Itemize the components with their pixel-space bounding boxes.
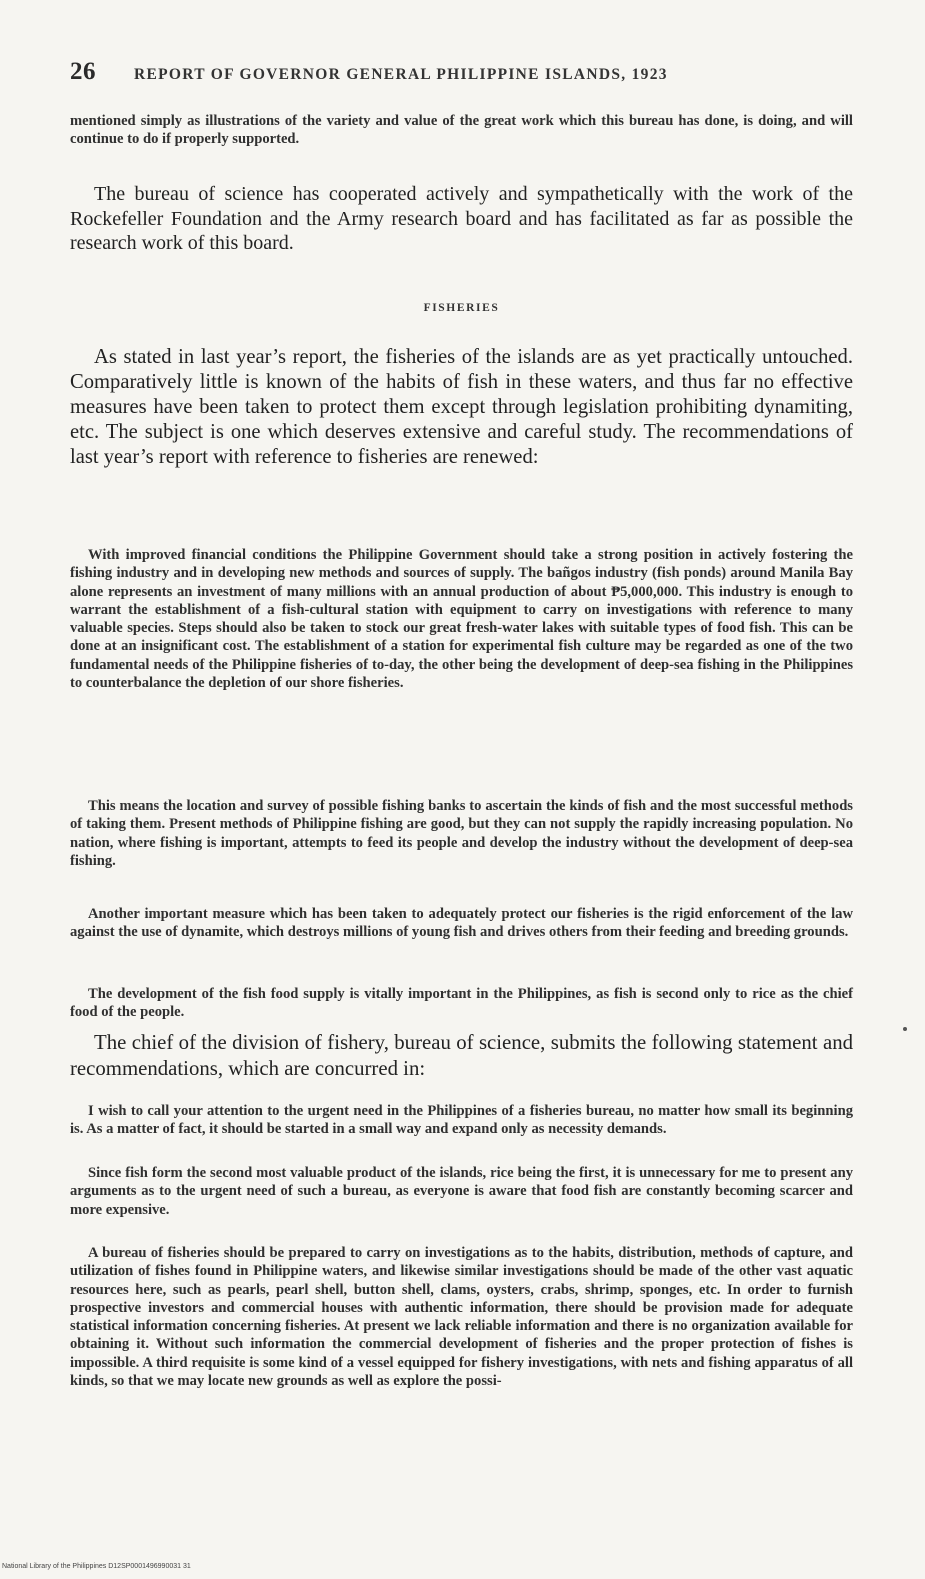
quote-fishing-banks: This means the location and survey of possible fishing banks to ascertain the kinds of fish and the most successful methods of taking them. Present methods of Philippine fishing are good, but they can not supply the rapidly increasing population. No nation, where fishing is important, attempts to feed its people and develop the industry without the development of deep-sea fishing. [70, 798, 853, 869]
paragraph-continuation: mentioned simply as illustrations of the variety and value of the great work which this bureau has done, is doing, and will continue to do if properly supported. [70, 113, 853, 148]
paragraph-fisheries-intro: As stated in last year’s report, the fisheries of the islands are as yet practically untouched. Comparatively little is known of the habits of fish in these waters, and thus far no effective measures have been taken to protect them except through legislation prohibiting dynamiting, etc. The subject is one which deserves extensive and careful study. The recommendations of last year’s report with reference to fisheries are renewed: [70, 346, 853, 468]
paragraph-chief-division: The chief of the division of fishery, bureau of science, submits the following statement and recommendations, which are concurred in: [70, 1031, 853, 1080]
quote-fisheries-bureau-need: I wish to call your attention to the urgent need in the Philippines of a fisheries bureau, no matter how small its beginning is. As a matter of fact, it should be started in a small way and expand only as necessity demands. [70, 1103, 853, 1138]
margin-speck [903, 1027, 907, 1031]
running-title: REPORT OF GOVERNOR GENERAL PHILIPPINE ISLANDS, 1923 [134, 66, 668, 83]
running-head [70, 58, 850, 86]
paragraph-bureau-science: The bureau of science has cooperated actively and sympathetically with the work of the Rockefeller Foundation and the Army research board and has facilitated as far as possible the research work of this board. [70, 183, 853, 255]
quote-second-valuable-product: Since fish form the second most valuable product of the islands, rice being the first, it is unnecessary for me to present any arguments as to the urgent need of such a bureau, as everyone is aware that food fish are constantly becoming scarcer and more expensive. [70, 1165, 853, 1218]
page-number: 26 [70, 58, 96, 85]
quote-fish-food-supply: The development of the fish food supply is vitally important in the Philippines, as fish is second only to rice as the chief food of the people. [70, 986, 853, 1021]
section-heading-fisheries: FISHERIES [423, 302, 500, 314]
quote-dynamite-law: Another important measure which has been taken to adequately protect our fisheries is the rigid enforcement of the law against the use of dynamite, which destroys millions of young fish and drives others from their feeding and breeding grounds. [70, 906, 853, 941]
scan-credit: National Library of the Philippines D12SP0001496990031 31 [2, 1563, 191, 1570]
quote-bureau-investigations: A bureau of fisheries should be prepared to carry on investigations as to the habits, distribution, methods of capture, and utilization of fishes found in Philippine waters, and likewise similar investigations should be made of the other vast aquatic resources here, such as pearls, pearl shell, button shell, clams, oysters, crabs, shrimp, sponges, etc. In order to furnish prospective investors and commercial houses with authentic information, there should be provision made for adequate statistical information concerning fisheries. At present we lack reliable information and there is no organization available for obtaining it. Without such information the commercial development of fisheries and the proper protection of fishes is impossible. A third requisite is some kind of a vessel equipped for fishery investigations, with nets and fishing apparatus of all kinds, so that we may locate new grounds as well as explore the possi- [70, 1245, 853, 1390]
quote-financial-conditions: With improved financial conditions the Philippine Government should take a strong position in actively fostering the fishing industry and in developing new methods and sources of supply. The bañgos industry (fish ponds) around Manila Bay alone represents an investment of many millions with an annual production of about ₱5,000,000. This industry is enough to warrant the establishment of a fish-cultural station with equipment to carry on investigations with reference to many valuable species. Steps should also be taken to stock our great fresh-water lakes with suitable types of food fish. This can be done at an insignificant cost. The establishment of a station for experimental fish culture may be regarded as one of the two fundamental needs of the Philippine fisheries of to-day, the other being the development of deep-sea fishing in the Philippines to counterbalance the depletion of our shore fisheries. [70, 547, 853, 692]
